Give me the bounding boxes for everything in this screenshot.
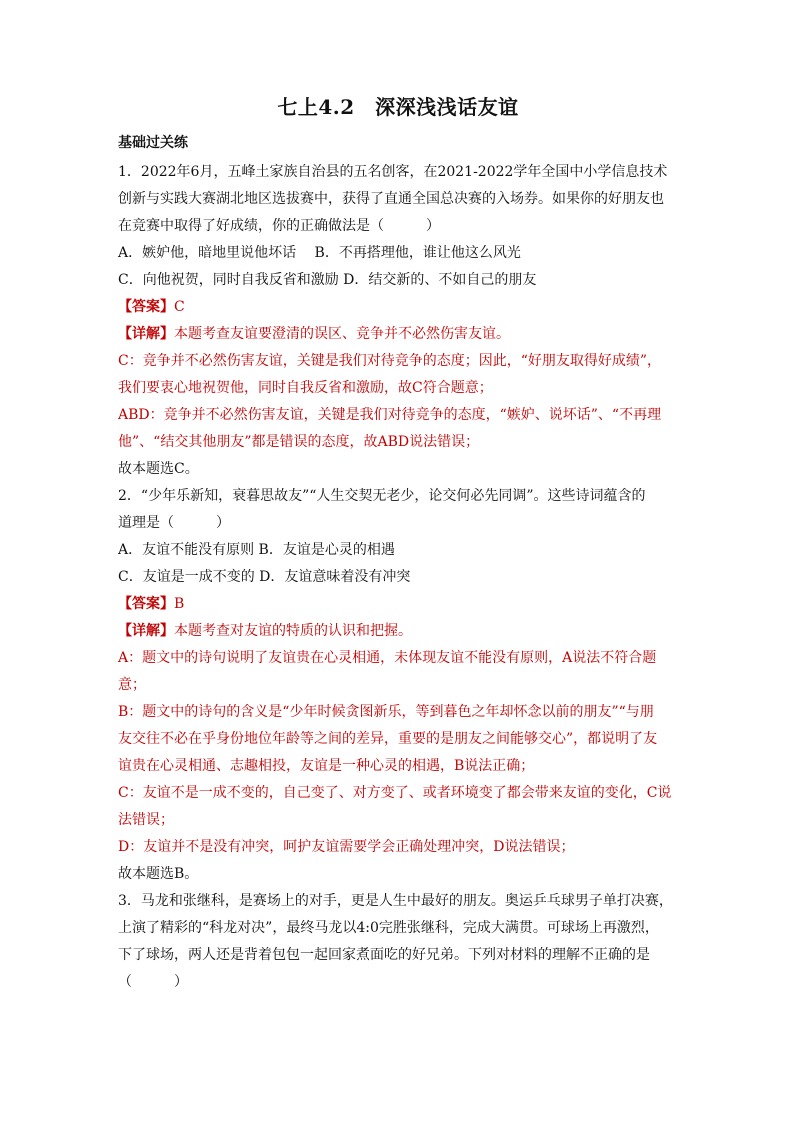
question-stem-line: 3．马龙和张继科，是赛场上的对手，更是人生中最好的朋友。奥运乒乓球男子单打决赛， [118,893,673,909]
conclusion-line: 故本题选B。 [118,866,199,882]
conclusion-line: 故本题选C。 [118,461,199,477]
option-line: A．友谊不能没有原则 B．友谊是心灵的相遇 [118,542,395,558]
question-stem-line: 上演了精彩的“科龙对决”，最终马龙以4:0完胜张继科，完成大满贯。可球场上再激烈， [118,920,659,936]
question-stem-line: （ ） [118,974,188,990]
analysis-line: 我们要衷心地祝贺他，同时自我反省和激励，故C符合题意； [118,380,493,396]
detail-tag: 【详解】 [118,326,174,342]
answer-tag: 【答案】 [118,596,174,612]
question-stem-line: 1．2022年6月，五峰土家族自治县的五名创客，在2021-2022学年全国中小学信息技术 [118,164,668,180]
detail-tag: 【详解】 [118,623,174,639]
document-content [118,92,678,996]
answer-line [118,294,678,321]
analysis-line: 友交往不必在乎身份地位年龄等之间的差异，重要的是朋友之间能够交心”，都说明了友 [118,731,658,747]
detail-intro: 本题考查对友谊的特质的认识和把握。 [174,623,412,639]
option-line: A．嫉妒他，暗地里说他坏话 B．不再搭理他，谁让他这么风光 [118,245,521,261]
detail-line [118,618,678,645]
answer-value: C [174,299,185,315]
analysis-line: B：题文中的诗句的含义是“少年时候贪图新乐，等到暮色之年却怀念以前的朋友”“与朋 [118,704,654,720]
analysis-line: C：竞争并不必然伤害友谊，关键是我们对待竞争的态度；因此，“好朋友取得好成绩”， [118,353,662,369]
analysis-line: 意； [118,677,146,693]
question-1 [118,159,678,483]
question-2 [118,483,678,888]
analysis-line: D：友谊并不是没有冲突，呵护友谊需要学会正确处理冲突，D说法错误； [118,839,575,855]
option-line: C．向他祝贺，同时自我反省和激励 D．结交新的、不如自己的朋友 [118,272,537,288]
answer-line [118,591,678,618]
question-stem-line: 创新与实践大赛湖北地区选拔赛中，获得了直通全国总决赛的入场券。如果你的好朋友也 [118,191,664,207]
answer-value: B [174,596,185,612]
question-stem-line: 2．“少年乐新知，衰暮思故友”“人生交契无老少，论交何必先同调”。这些诗词蕴含的 [118,488,646,504]
analysis-line: C：友谊不是一成不变的，自己变了、对方变了、或者环境变了都会带来友谊的变化，C说 [118,785,672,801]
answer-tag: 【答案】 [118,299,174,315]
question-stem-line: 下了球场，两人还是背着包包一起回家煮面吃的好兄弟。下列对材料的理解不正确的是 [118,947,650,963]
question-stem-line: 在竞赛中取得了好成绩，你的正确做法是（ ） [118,218,440,234]
option-line: C．友谊是一成不变的 D．友谊意味着没有冲突 [118,569,411,585]
page-title: 七上4.2 深深浅浅话友谊 [277,95,519,119]
detail-line [118,321,678,348]
analysis-line: A：题文中的诗句说明了友谊贵在心灵相通，未体现友谊不能没有原则，A说法不符合题 [118,650,657,666]
analysis-line: 他”、“结交其他朋友”都是错误的态度，故ABD说法错误； [118,434,480,450]
question-3 [118,888,678,996]
analysis-line: ABD：竞争并不必然伤害友谊，关键是我们对待竞争的态度，“嫉妒、说坏话”、“不再理 [118,407,662,423]
analysis-line: 谊贵在心灵相通、志趣相投，友谊是一种心灵的相遇，B说法正确； [118,758,535,774]
question-stem-line: 道理是（ ） [118,515,230,531]
section-heading: 基础过关练 [118,135,188,151]
detail-intro: 本题考查友谊要澄清的误区、竞争并不必然伤害友谊。 [174,326,510,342]
analysis-line: 法错误； [118,812,174,828]
